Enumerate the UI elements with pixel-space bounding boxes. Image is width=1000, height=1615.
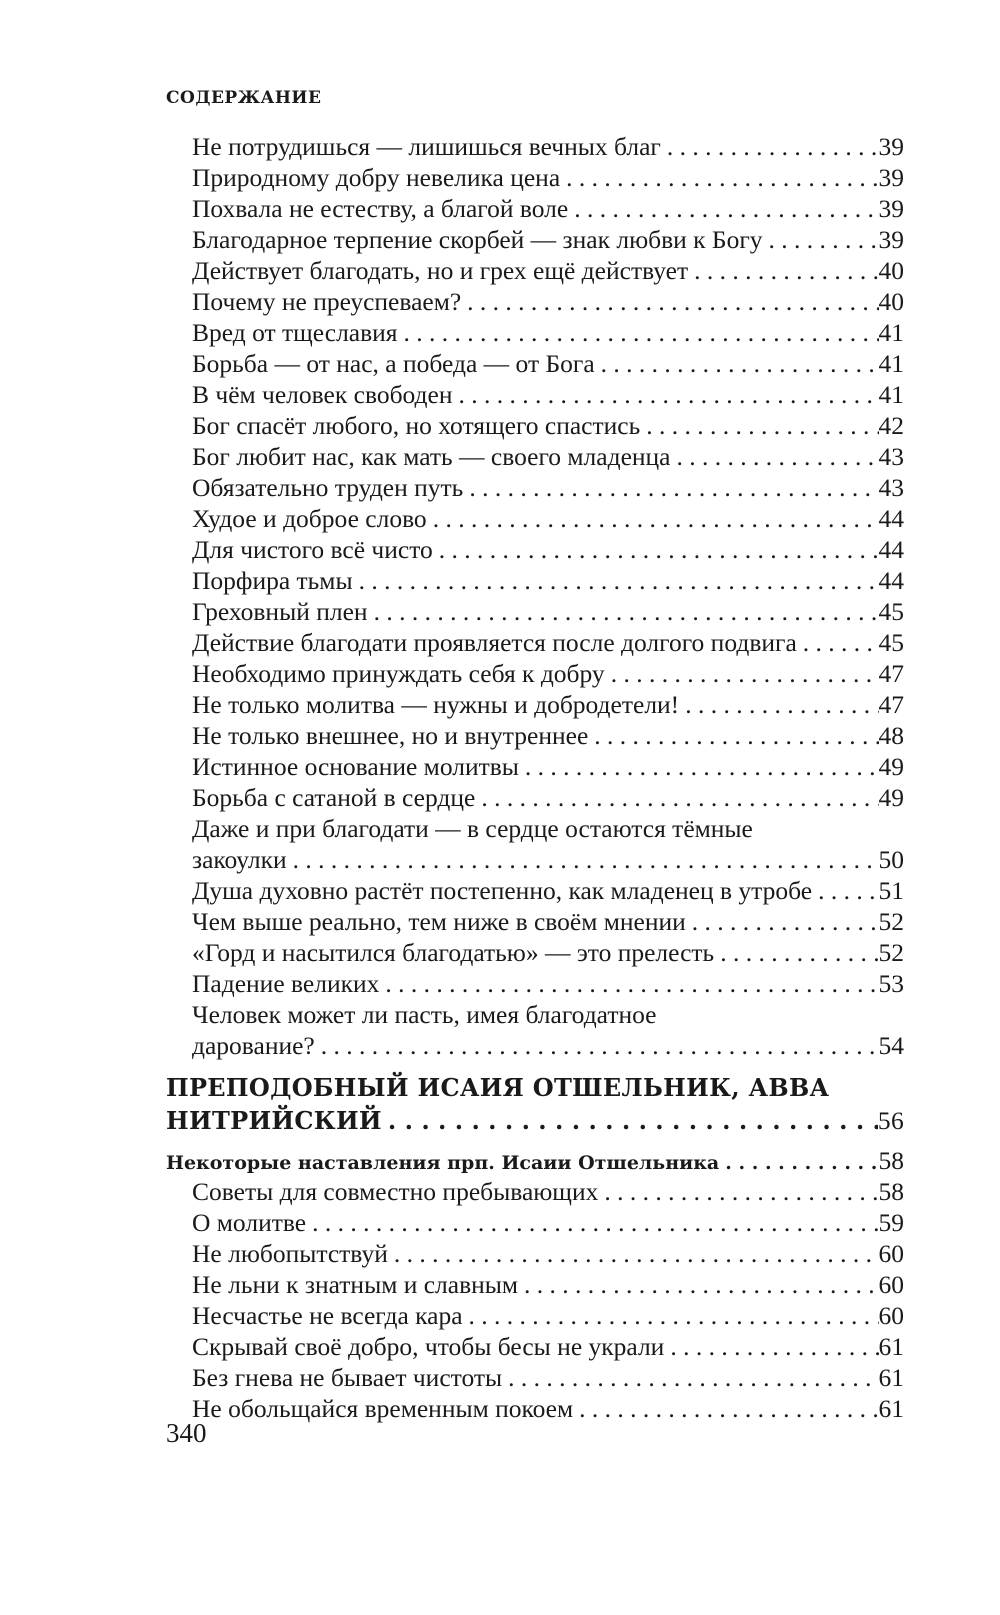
- dot-leader: [382, 1104, 878, 1137]
- dot-leader: [797, 627, 879, 658]
- toc-entry: [192, 906, 904, 937]
- toc-entry: [192, 596, 904, 627]
- toc-entry-page: 41: [878, 318, 904, 347]
- dot-leader: [664, 1331, 878, 1362]
- dot-leader: [573, 1393, 878, 1424]
- toc-entry: [192, 565, 904, 596]
- dot-leader: [560, 162, 878, 193]
- toc-entry-page: 39: [878, 132, 904, 161]
- toc-entry-page: 52: [878, 938, 904, 967]
- toc-entry: [192, 286, 904, 317]
- toc-entry: [192, 503, 904, 534]
- dot-leader: [433, 534, 879, 565]
- toc-entry: [192, 379, 904, 410]
- toc-entry-title: Обязательно труден путь: [192, 473, 464, 502]
- dot-leader: [463, 1300, 879, 1331]
- dot-leader: [661, 131, 879, 162]
- toc-entry-title: Не любопытствуй: [192, 1239, 388, 1268]
- dot-leader: [688, 255, 878, 286]
- dot-leader: [502, 1362, 878, 1393]
- toc-entry-page: 44: [878, 566, 904, 595]
- toc-entry-title: Греховный плен: [192, 597, 368, 626]
- toc-entry: [192, 131, 904, 162]
- toc-entry-title: Действие благодати проявляется после долгого подвига: [192, 628, 797, 657]
- toc-entry-page: 39: [878, 225, 904, 254]
- toc-entry-page: 39: [878, 194, 904, 223]
- toc-entry-page: 44: [878, 535, 904, 564]
- dot-leader: [518, 1269, 878, 1300]
- dot-leader: [519, 751, 879, 782]
- toc-entry-page: 41: [878, 349, 904, 378]
- toc-entry: [192, 1269, 904, 1300]
- toc-entry-page: 58: [878, 1177, 904, 1206]
- dot-leader: [475, 782, 878, 813]
- toc-entry: [192, 255, 904, 286]
- toc-entry-title: Борьба — от нас, а победа — от Бога: [192, 349, 595, 378]
- toc-entry-title: Без гнева не бывает чистоты: [192, 1363, 503, 1392]
- toc-entry: [192, 534, 904, 565]
- toc-entry: [192, 410, 904, 441]
- toc-entry-title: Почему не преуспеваем?: [192, 287, 462, 316]
- dot-leader: [287, 844, 879, 875]
- subsection-heading-title: Некоторые наставления прп. Исаии Отшельника: [166, 1152, 720, 1174]
- toc-entry-title: Чем выше реально, тем ниже в своём мнении: [192, 907, 686, 936]
- toc-entry: [192, 472, 904, 503]
- toc-entry-page: 53: [878, 969, 904, 998]
- dot-leader: [568, 193, 878, 224]
- toc-entry-title: «Горд и насытился благодатью» — это прелесть: [192, 938, 715, 967]
- toc-entry-two-line: [192, 813, 904, 875]
- toc-entry-title: Для чистого всё чисто: [192, 535, 433, 564]
- subsection-heading: [166, 1145, 904, 1176]
- toc-entry-title: Душа духовно растёт постепенно, как младенец в утробе: [192, 876, 813, 905]
- toc-entry-title: В чём человек свободен: [192, 380, 453, 409]
- dot-leader: [315, 1030, 879, 1061]
- toc-entry: [192, 658, 904, 689]
- dot-leader: [714, 937, 878, 968]
- toc-entry-page: 60: [878, 1239, 904, 1268]
- toc-entry-page: 51: [878, 876, 904, 905]
- toc-entry-page: 47: [878, 659, 904, 688]
- toc-entry: [192, 968, 904, 999]
- dot-leader: [306, 1207, 878, 1238]
- toc-entry-page: 61: [878, 1332, 904, 1361]
- dot-leader: [463, 472, 878, 503]
- toc-entry: [192, 1207, 904, 1238]
- toc-entry: [192, 348, 904, 379]
- dot-leader: [763, 224, 879, 255]
- toc-entry-page: 52: [878, 907, 904, 936]
- table-of-contents: [166, 131, 904, 1424]
- toc-entry: [192, 937, 904, 968]
- section-heading-line1: ПРЕПОДОБНЫЙ ИСАИЯ ОТШЕЛЬНИК, АВВА: [166, 1073, 830, 1102]
- toc-entry: [192, 224, 904, 255]
- toc-entry-title: Не только молитва — нужны и добродетели!: [192, 690, 680, 719]
- toc-entry-title: Необходимо принуждать себя к добру: [192, 659, 605, 688]
- dot-leader: [379, 968, 878, 999]
- dot-leader: [686, 906, 879, 937]
- toc-group-a: [166, 131, 904, 813]
- toc-entry-title: Скрывай своё добро, чтобы бесы не украли: [192, 1332, 665, 1361]
- toc-entry-title: Действует благодать, но и грех ещё действует: [192, 256, 689, 285]
- toc-entry-title: Природному добру невелика цена: [192, 163, 561, 192]
- toc-entry-page: 43: [878, 442, 904, 471]
- toc-entry: [192, 782, 904, 813]
- toc-entry: [192, 689, 904, 720]
- toc-entry-page: 43: [878, 473, 904, 502]
- section-heading-page: 56: [877, 1106, 904, 1135]
- dot-leader: [595, 348, 879, 379]
- toc-entry-page: 39: [878, 163, 904, 192]
- dot-leader: [671, 441, 879, 472]
- dot-leader: [588, 720, 878, 751]
- toc-entry: [192, 627, 904, 658]
- toc-entry-title: Благодарное терпение скорбей — знак любви к Богу: [192, 225, 763, 254]
- toc-entry-title: Вред от тщеславия: [192, 318, 398, 347]
- section-heading-line2: НИТРИЙСКИЙ: [166, 1106, 382, 1135]
- dot-leader: [679, 689, 878, 720]
- toc-entry: [192, 441, 904, 472]
- toc-entry-page: 60: [878, 1270, 904, 1299]
- toc-entry: [192, 1362, 904, 1393]
- toc-entry-page: 42: [878, 411, 904, 440]
- toc-entry-title: Не льни к знатным и славным: [192, 1270, 519, 1299]
- toc-entry-title: О молитве: [192, 1208, 307, 1237]
- toc-entry: [192, 193, 904, 224]
- subsection-heading-page: 58: [878, 1146, 904, 1175]
- toc-entry-page: 61: [878, 1394, 904, 1423]
- toc-entry-title: Не потрудишься — лишишься вечных благ: [192, 132, 661, 161]
- toc-entry-page: 40: [878, 256, 904, 285]
- toc-entry-page: 45: [878, 628, 904, 657]
- toc-entry-page: 40: [878, 287, 904, 316]
- toc-entry-title: Худое и доброе слово: [192, 504, 427, 533]
- toc-entry-page: 49: [878, 783, 904, 812]
- toc-entry: [192, 1331, 904, 1362]
- toc-entry-title: Порфира тьмы: [192, 566, 353, 595]
- toc-entry-title-line2: закоулки: [192, 845, 287, 874]
- toc-group-b: [166, 875, 904, 999]
- toc-entry-title: Советы для совместно пребывающих: [192, 1177, 599, 1206]
- toc-entry-page: 49: [878, 752, 904, 781]
- toc-entry: [192, 1393, 904, 1424]
- toc-entry-title: Падение великих: [192, 969, 380, 998]
- toc-entry: [192, 1176, 904, 1207]
- toc-entry-title: Не только внешнее, но и внутреннее: [192, 721, 589, 750]
- toc-entry-title-line2: дарование?: [192, 1031, 315, 1060]
- toc-entry-title: Несчастье не всегда кара: [192, 1301, 463, 1330]
- toc-entry: [192, 1238, 904, 1269]
- dot-leader: [461, 286, 878, 317]
- toc-entry: [192, 162, 904, 193]
- toc-entry: [192, 1300, 904, 1331]
- toc-entry: [192, 751, 904, 782]
- toc-entry: [192, 317, 904, 348]
- toc-entry-title: Бог спасёт любого, но хотящего спастись: [192, 411, 641, 440]
- toc-entry-two-line: [192, 999, 904, 1061]
- toc-entry-page: 47: [878, 690, 904, 719]
- toc-entry-page: 45: [878, 597, 904, 626]
- dot-leader: [427, 503, 879, 534]
- toc-entry-page: 59: [878, 1208, 904, 1237]
- toc-entry-page: 41: [878, 380, 904, 409]
- toc-entry-title-line1: Человек может ли пасть, имея благодатное: [192, 1000, 657, 1029]
- toc-entry-title: Похвала не естеству, а благой воле: [192, 194, 569, 223]
- section-heading: [166, 1071, 904, 1137]
- dot-leader: [388, 1238, 879, 1269]
- dot-leader: [719, 1148, 878, 1179]
- running-head: СОДЕРЖАНИЕ: [166, 88, 322, 108]
- toc-entry: [192, 720, 904, 751]
- dot-leader: [812, 875, 878, 906]
- dot-leader: [598, 1176, 878, 1207]
- toc-entry-title-line1: Даже и при благодати — в сердце остаются тёмные: [192, 814, 753, 843]
- toc-entry-page: 60: [878, 1301, 904, 1330]
- dot-leader: [605, 658, 879, 689]
- dot-leader: [368, 596, 879, 627]
- toc-entry-title: Бог любит нас, как мать — своего младенца: [192, 442, 671, 471]
- toc-entry-page: 54: [878, 1031, 904, 1060]
- toc-entry-page: 48: [878, 721, 904, 750]
- page-number: 340: [166, 1418, 207, 1448]
- toc-entry-page: 61: [878, 1363, 904, 1392]
- toc-entry-page: 44: [878, 504, 904, 533]
- dot-leader: [640, 410, 878, 441]
- toc-entry-page: 50: [878, 845, 904, 874]
- toc-group-c: [166, 1176, 904, 1424]
- toc-entry-title: Не обольщайся временным покоем: [192, 1394, 574, 1423]
- toc-entry-title: Борьба с сатаной в сердце: [192, 783, 476, 812]
- dot-leader: [453, 379, 879, 410]
- dot-leader: [398, 317, 879, 348]
- toc-entry: [192, 875, 904, 906]
- toc-entry-title: Истинное основание молитвы: [192, 752, 519, 781]
- dot-leader: [353, 565, 879, 596]
